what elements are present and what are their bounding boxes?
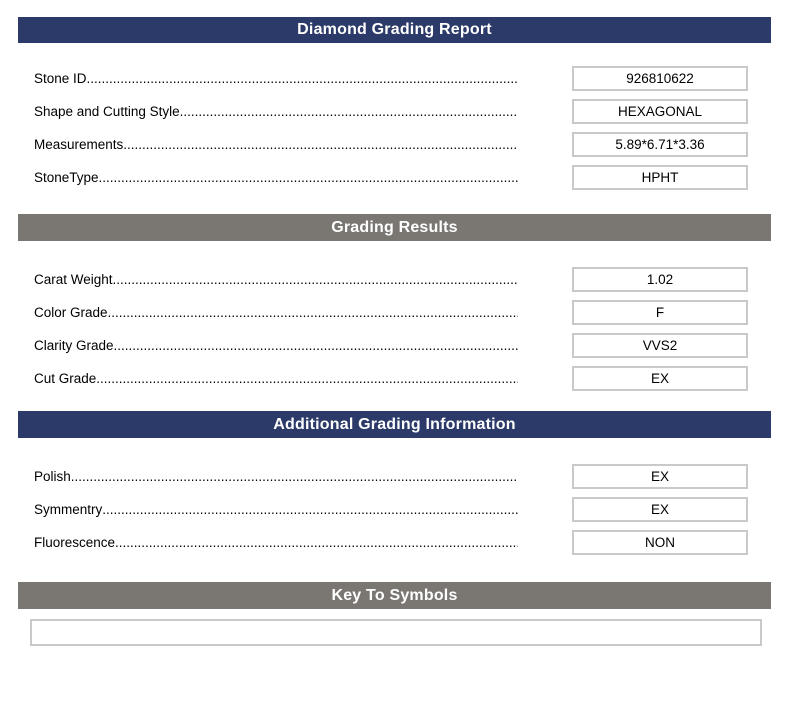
stone-type-label: StoneType	[34, 170, 99, 185]
shape-cutting-style-value: HEXAGONAL	[617, 104, 703, 119]
shape-cutting-style-label: Shape and Cutting Style	[34, 104, 180, 119]
symmetry-value: EX	[650, 502, 669, 517]
symmetry-row	[34, 493, 789, 526]
dot-leader	[113, 272, 518, 287]
measurements-label: Measurements	[34, 137, 124, 152]
dot-leader	[123, 137, 518, 152]
shape-cutting-style-row	[34, 95, 789, 128]
cut-grade-label: Cut Grade	[34, 371, 97, 386]
clarity-grade-value: VVS2	[642, 338, 678, 353]
carat-weight-row	[34, 263, 789, 296]
stone-id-value-box	[572, 66, 748, 91]
dot-leader	[102, 502, 518, 517]
key-to-symbols-header: Key To Symbols	[331, 586, 458, 604]
clarity-grade-row	[34, 329, 789, 362]
measurements-row	[34, 128, 789, 161]
symmetry-value-box	[572, 497, 748, 522]
polish-value: EX	[650, 469, 669, 484]
clarity-grade-value-box	[572, 333, 748, 358]
polish-value-box	[572, 464, 748, 489]
carat-weight-value-box	[572, 267, 748, 292]
color-grade-label: Color Grade	[34, 305, 108, 320]
cut-grade-value: EX	[650, 371, 669, 386]
report-title-bar	[18, 17, 771, 43]
fluorescence-value-box	[572, 530, 748, 555]
grading-results-bar	[18, 214, 771, 241]
dot-leader	[108, 305, 518, 320]
dot-leader	[99, 170, 518, 185]
dot-leader	[180, 104, 518, 119]
color-grade-row	[34, 296, 789, 329]
grading-results-section	[0, 263, 789, 395]
stone-id-label: Stone ID	[34, 71, 87, 86]
polish-row	[34, 460, 789, 493]
color-grade-value: F	[655, 305, 665, 320]
carat-weight-value: 1.02	[646, 272, 674, 287]
fluorescence-value: NON	[645, 535, 675, 550]
carat-weight-label: Carat Weight	[34, 272, 113, 287]
additional-grading-section	[0, 460, 789, 559]
stone-type-value: HPHT	[641, 170, 679, 185]
color-grade-value-box	[572, 300, 748, 325]
dot-leader	[87, 71, 518, 86]
cut-grade-row	[34, 362, 789, 395]
stone-type-value-box	[572, 165, 748, 190]
shape-cutting-style-value-box	[572, 99, 748, 124]
symmetry-label: Symmentry	[34, 502, 103, 517]
key-to-symbols-bar	[18, 582, 771, 609]
measurements-value-box	[572, 132, 748, 157]
cut-grade-value-box	[572, 366, 748, 391]
measurements-value: 5.89*6.71*3.36	[615, 137, 705, 152]
dot-leader	[115, 535, 518, 550]
dot-leader	[114, 338, 518, 353]
fluorescence-row	[34, 526, 789, 559]
identification-section	[0, 62, 789, 194]
stone-id-value: 926810622	[626, 71, 694, 86]
stone-id-row	[34, 62, 789, 95]
key-to-symbols-box	[30, 619, 762, 646]
grading-results-header: Grading Results	[331, 218, 458, 236]
additional-grading-information-header: Additional Grading Information	[273, 415, 516, 433]
dot-leader	[71, 469, 518, 484]
fluorescence-label: Fluorescence	[34, 535, 116, 550]
polish-label: Polish	[34, 469, 71, 484]
clarity-grade-label: Clarity Grade	[34, 338, 114, 353]
stone-type-row	[34, 161, 789, 194]
report-title: Diamond Grading Report	[297, 21, 492, 38]
additional-grading-information-bar	[18, 411, 771, 438]
dot-leader	[96, 371, 518, 386]
